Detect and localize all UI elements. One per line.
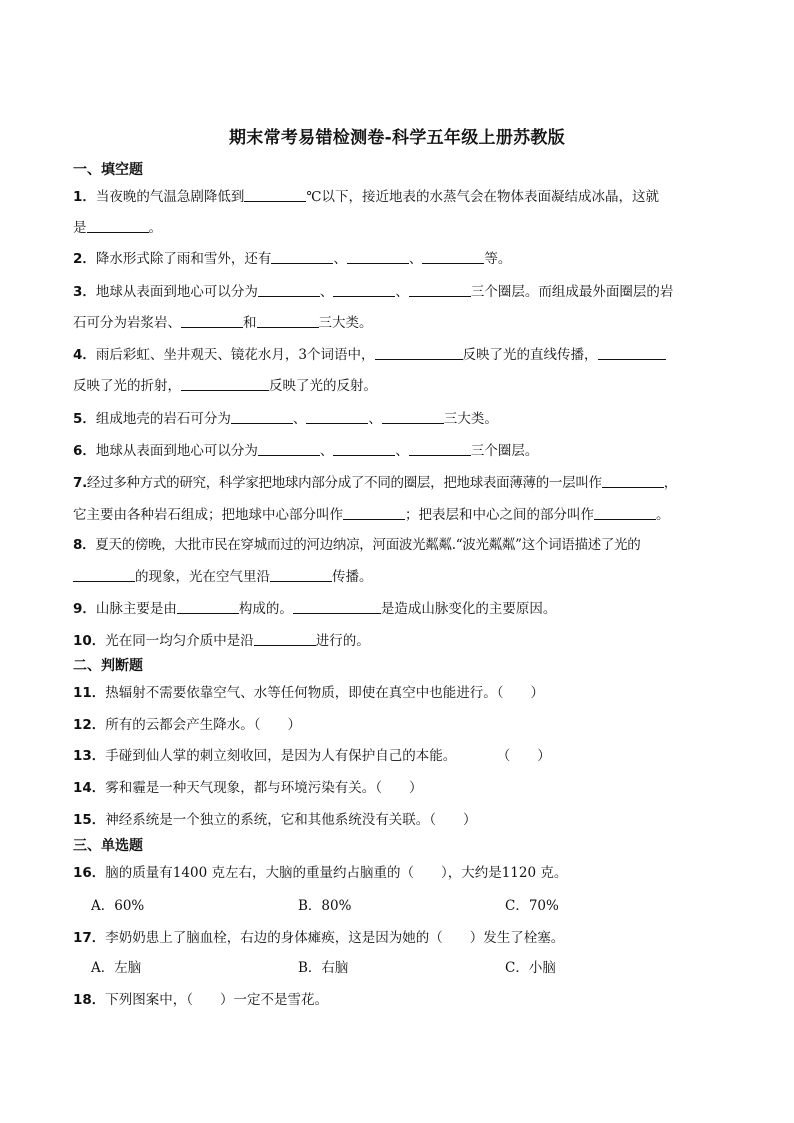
answer-blank[interactable]	[598, 344, 666, 360]
question-12: 12．所有的云都会产生降水。（ ）	[73, 717, 302, 733]
question-10: 10．光在同一均匀介质中是沿 进行的。	[73, 630, 728, 651]
question-9: 9．山脉主要是由 构成的。 是造成山脉变化的主要原因。	[73, 598, 728, 619]
question-5: 5．组成地壳的岩石可分为 、 、 三大类。	[73, 408, 728, 429]
page-title: 期末常考易错检测卷-科学五年级上册苏教版	[228, 128, 566, 148]
question-number: 2．	[73, 251, 96, 267]
answer-blank[interactable]	[409, 281, 471, 297]
option-b[interactable]: B．右脑	[298, 960, 349, 976]
answer-blank[interactable]	[258, 281, 320, 297]
question-number: 7.	[73, 475, 87, 491]
question-number: 16．	[73, 865, 106, 881]
answer-blank[interactable]	[293, 598, 381, 614]
question-1-line-1: 1．当夜晚的气温急剧降低到 ℃以下，接近地表的水蒸气会在物体表面凝结成冰晶，这就	[73, 186, 728, 207]
answer-blank[interactable]	[347, 248, 409, 264]
answer-blank[interactable]	[244, 186, 306, 202]
answer-blank[interactable]	[422, 248, 484, 264]
answer-blank[interactable]	[257, 312, 319, 328]
answer-blank[interactable]	[181, 312, 243, 328]
answer-blank[interactable]	[73, 566, 135, 582]
section-heading-judge: 二、判断题	[73, 658, 143, 674]
answer-blank[interactable]	[258, 440, 320, 456]
question-13: 13．手碰到仙人掌的刺立刻收回，是因为人有保护自己的本能。 （ ）	[73, 748, 551, 764]
question-3-line-2: 石可分为岩浆岩、 和 三大类。	[73, 312, 728, 333]
question-7-line-1: 7.经过多种方式的研究，科学家把地球内部分成了不同的圈层，把地球表面薄薄的一层叫作 ，	[73, 472, 728, 493]
question-8-line-1: 8．夏天的傍晚，大批市民在穿城而过的河边纳凉，河面波光粼粼.“波光粼粼”这个词语描述了光的	[73, 537, 641, 553]
question-number: 1．	[73, 189, 96, 205]
question-number: 5．	[73, 411, 96, 427]
question-15: 15．神经系统是一个独立的系统，它和其他系统没有关联。（ ）	[73, 812, 477, 828]
question-1-line-2: 是 。	[73, 217, 728, 238]
question-6: 6．地球从表面到地心可以分为 、 、 三个圈层。	[73, 440, 728, 461]
answer-blank[interactable]	[231, 408, 293, 424]
question-number: 3．	[73, 284, 96, 300]
question-4-line-2: 反映了光的折射， 反映了光的反射。	[73, 375, 728, 396]
answer-blank[interactable]	[594, 504, 656, 520]
question-number: 9．	[73, 601, 96, 617]
answer-blank[interactable]	[270, 566, 332, 582]
question-14: 14．雾和霾是一种天气现象，都与环境污染有关。（ ）	[73, 780, 423, 796]
question-number: 15．	[73, 812, 106, 828]
answer-blank[interactable]	[271, 248, 333, 264]
question-number: 14．	[73, 780, 106, 796]
option-a[interactable]: A．60%	[91, 898, 145, 914]
question-number: 12．	[73, 717, 106, 733]
answer-blank[interactable]	[177, 598, 239, 614]
section-heading-fill: 一、填空题	[73, 162, 143, 178]
question-number: 6．	[73, 443, 96, 459]
question-2: 2．降水形式除了雨和雪外，还有 、 、 等。	[73, 248, 728, 269]
question-4-line-1: 4．雨后彩虹、坐井观天、镜花水月，3个词语中， 反映了光的直线传播，	[73, 344, 728, 365]
answer-blank[interactable]	[409, 440, 471, 456]
question-number: 13．	[73, 748, 106, 764]
question-16: 16．脑的质量有1400 克左右，大脑的重量约占脑重的（ ），大约是1120 克。	[73, 865, 568, 881]
question-number: 10．	[73, 633, 106, 649]
section-heading-choice: 三、单选题	[73, 838, 143, 854]
question-number: 8．	[73, 537, 96, 553]
answer-blank[interactable]	[87, 217, 149, 233]
answer-blank[interactable]	[333, 281, 395, 297]
question-number: 4．	[73, 347, 96, 363]
question-number: 11．	[73, 685, 106, 701]
answer-blank[interactable]	[333, 440, 395, 456]
answer-blank[interactable]	[306, 408, 368, 424]
question-3-line-1: 3．地球从表面到地心可以分为 、 、 三个圈层。而组成最外面圈层的岩	[73, 281, 728, 302]
option-a[interactable]: A．左脑	[91, 960, 142, 976]
question-7-line-2: 它主要由各种岩石组成；把地球中心部分叫作 ；把表层和中心之间的部分叫作 。	[73, 504, 728, 525]
answer-blank[interactable]	[602, 472, 664, 488]
answer-blank[interactable]	[181, 375, 269, 391]
option-c[interactable]: C．70%	[505, 898, 559, 914]
option-b[interactable]: B．80%	[298, 898, 352, 914]
question-number: 18．	[73, 992, 106, 1008]
option-c[interactable]: C．小脑	[505, 960, 556, 976]
question-number: 17．	[73, 930, 106, 946]
question-18: 18．下列图案中，（ ）一定不是雪花。	[73, 992, 329, 1008]
answer-blank[interactable]	[254, 630, 316, 646]
question-17: 17．李奶奶患上了脑血栓，右边的身体瘫痪，这是因为她的（ ）发生了栓塞。	[73, 930, 565, 946]
answer-blank[interactable]	[343, 504, 405, 520]
question-8-line-2: 的现象，光在空气里沿 传播。	[73, 566, 728, 587]
answer-blank[interactable]	[382, 408, 444, 424]
question-11: 11．热辐射不需要依靠空气、水等任何物质，即使在真空中也能进行。（ ）	[73, 685, 545, 701]
answer-blank[interactable]	[375, 344, 463, 360]
